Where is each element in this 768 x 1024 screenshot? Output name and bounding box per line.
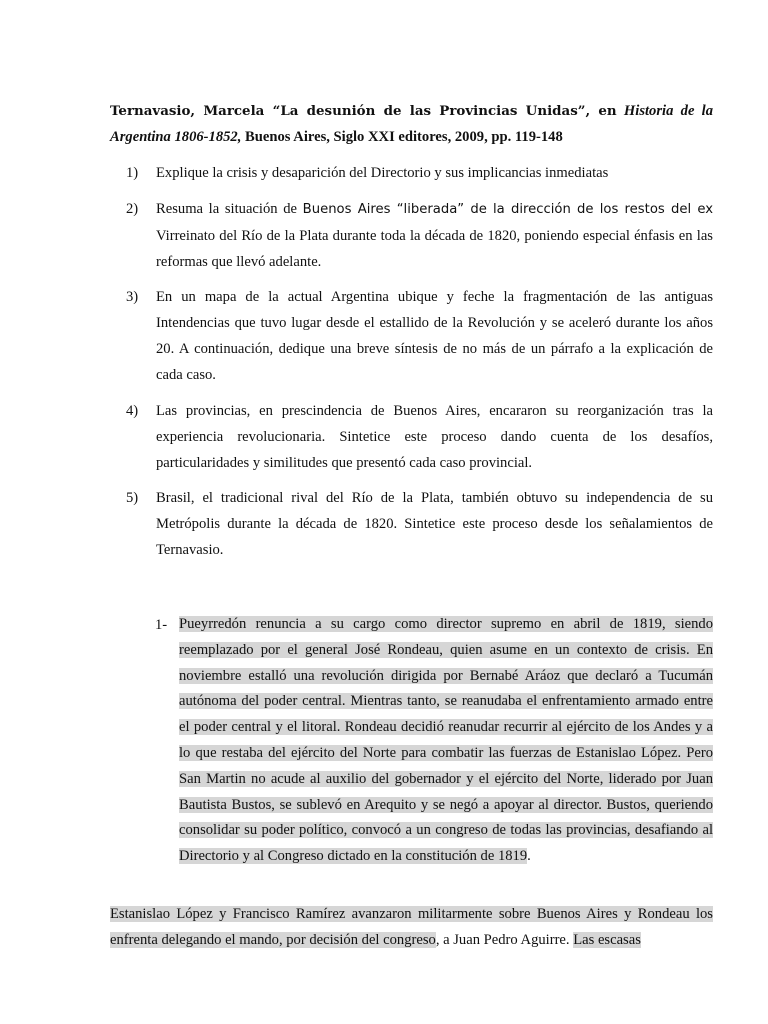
paragraph-highlighted-text: Estanislao López y Francisco Ramírez avanzaron militarmente sobre Buenos Aires y Rondeau los enfrenta delegando el mando, por decisión del congreso	[110, 906, 713, 948]
continuation-paragraph	[110, 902, 713, 954]
question-item	[126, 485, 713, 563]
question-text: Las provincias, en prescindencia de Buenos Aires, encararon su reorganización tras la experiencia revolucionaria. Sintetice este proceso dando cuenta de los desafíos, particularidades y similitudes que presentó cada caso provincial.	[156, 402, 713, 471]
question-list	[126, 160, 713, 573]
question-item	[126, 284, 713, 388]
answer-1	[155, 612, 713, 870]
reference-author-title: Ternavasio, Marcela “La desunión de las Provincias Unidas”, en	[110, 103, 617, 119]
question-number: 1)	[126, 165, 139, 181]
paragraph-highlighted-text-end: Las escasas	[573, 931, 641, 948]
bibliographic-reference	[110, 98, 713, 150]
question-text-part: Virreinato del Río de la Plata durante toda la década de 1820, poniendo especial énfasis en las reformas que llevó adelante.	[156, 227, 713, 270]
question-text-part: Resuma la situación de	[156, 200, 297, 217]
answer-highlighted-text: Pueyrredón renuncia a su cargo como director supremo en abril de 1819, siendo reemplazado por el general José Rondeau, quien asume en un contexto de crisis. En noviembre estalló una revolución dirigida por Bernabé Aráoz que declaró a Tucumán autónoma del poder central. Mientras tanto, se reanudaba el enfrentamiento armado entre el poder central y el litoral. Rondeau decidió reanudar recurrir al ejército de los Andes y a lo que restaba del ejército del Norte para combatir las fuerzas de Estanislao López. Pero San Martin no acude al auxilio del gobernador y el ejército del Norte, liderado por Juan Bautista Bustos, se sublevó en Arequito y se negó a apoyar al director. Bustos, queriendo consolidar su poder político, convocó a un congreso de todas las provincias, desafiando al Directorio y al Congreso dictado en la constitución de 1819	[179, 616, 713, 865]
question-number: 5)	[126, 490, 139, 506]
question-item	[126, 398, 713, 476]
question-item	[126, 160, 713, 186]
paragraph-plain-text: , a Juan Pedro Aguirre.	[435, 931, 574, 948]
question-number: 2)	[126, 200, 139, 217]
answer-end-punctuation: .	[527, 848, 531, 865]
question-item	[126, 196, 713, 275]
answer-body	[179, 612, 713, 870]
reference-book-title: Historia de la Argentina 1806-1852,	[110, 103, 714, 145]
answer-number: 1-	[155, 617, 168, 633]
question-number: 4)	[126, 402, 139, 419]
question-text: Explique la crisis y desaparición del Directorio y sus implicancias inmediatas	[156, 165, 609, 181]
question-text-part: Buenos Aires “liberada” de la dirección de los restos del ex	[302, 201, 713, 217]
question-text: En un mapa de la actual Argentina ubique y feche la fragmentación de las antiguas Intendencias que tuvo lugar desde el estallido de la Revolución y se aceleró durante los años 20. A continuación, dedique una breve síntesis de no más de un párrafo a la explicación de cada caso.	[156, 289, 713, 383]
question-text: Brasil, el tradicional rival del Río de la Plata, también obtuvo su independencia de su Metrópolis durante la década de 1820. Sintetice este proceso desde los señalamientos de Ternavasio.	[156, 490, 713, 558]
question-number: 3)	[126, 289, 139, 305]
reference-publisher: Buenos Aires, Siglo XXI editores, 2009, pp. 119-148	[245, 129, 563, 145]
